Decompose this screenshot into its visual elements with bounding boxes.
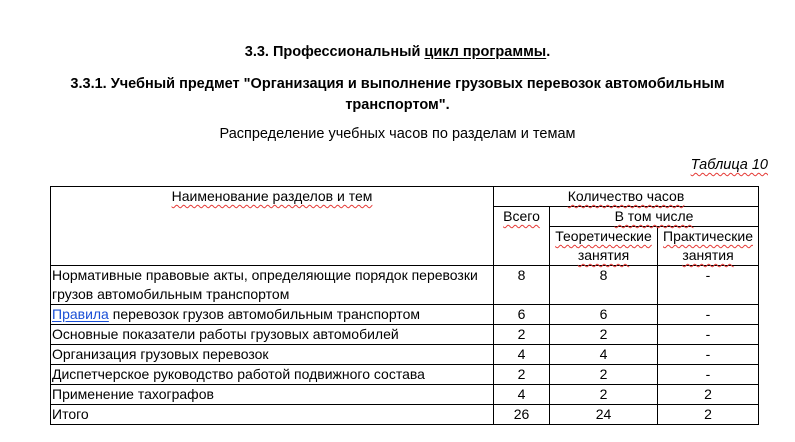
row-total: 26	[494, 405, 550, 425]
row-name: Применение тахографов	[51, 385, 494, 405]
page-subtitle: Распределение учебных часов по разделам и темам	[219, 126, 576, 142]
section-title: 3.3. Профессиональный цикл программы.	[244, 44, 551, 60]
hours-table	[50, 186, 759, 425]
header-practice: Практические занятия	[658, 227, 759, 266]
header-row-1	[51, 187, 759, 207]
table-row	[51, 266, 759, 305]
row-practice: 2	[658, 405, 759, 425]
row-practice: -	[658, 365, 759, 385]
header-theory: Теоретические занятия	[550, 227, 658, 266]
row-practice: -	[658, 325, 759, 345]
row-practice: -	[658, 266, 759, 305]
header-name: Наименование разделов и тем	[51, 187, 494, 266]
row-theory: 4	[550, 345, 658, 365]
row-practice: -	[658, 305, 759, 325]
header-total: Всего	[494, 207, 550, 266]
row-total: 2	[494, 325, 550, 345]
row-name: Правила перевозок грузов автомобильным транспортом	[51, 305, 494, 325]
table-row	[51, 305, 759, 325]
header-including: В том числе	[550, 207, 759, 227]
row-name: Основные показатели работы грузовых автомобилей	[51, 325, 494, 345]
header-hours: Количество часов	[494, 187, 759, 207]
row-total: 4	[494, 345, 550, 365]
table-tag: Таблица 10	[690, 157, 768, 173]
row-theory: 8	[550, 266, 658, 305]
table-row	[51, 365, 759, 385]
subject-title-line1: 3.3.1. Учебный предмет "Организация и выполнение грузовых перевозок автомобильным	[70, 76, 725, 92]
row-total: 8	[494, 266, 550, 305]
table-row	[51, 325, 759, 345]
row-theory: 2	[550, 385, 658, 405]
rules-link[interactable]: Правила	[52, 306, 109, 322]
row-theory: 6	[550, 305, 658, 325]
row-name: Организация грузовых перевозок	[51, 345, 494, 365]
row-name: Итого	[51, 405, 494, 425]
row-total: 2	[494, 365, 550, 385]
table-row	[51, 345, 759, 365]
table-row	[51, 385, 759, 405]
subject-title-line2: транспортом".	[345, 97, 450, 113]
row-practice: -	[658, 345, 759, 365]
table-row-total	[51, 405, 759, 425]
row-theory: 2	[550, 365, 658, 385]
row-name: Нормативные правовые акты, определяющие порядок перевозки грузов автомобильным транспортом	[51, 266, 494, 305]
row-theory: 2	[550, 325, 658, 345]
row-total: 6	[494, 305, 550, 325]
row-theory: 24	[550, 405, 658, 425]
row-practice: 2	[658, 385, 759, 405]
row-name: Диспетчерское руководство работой подвижного состава	[51, 365, 494, 385]
row-total: 4	[494, 385, 550, 405]
